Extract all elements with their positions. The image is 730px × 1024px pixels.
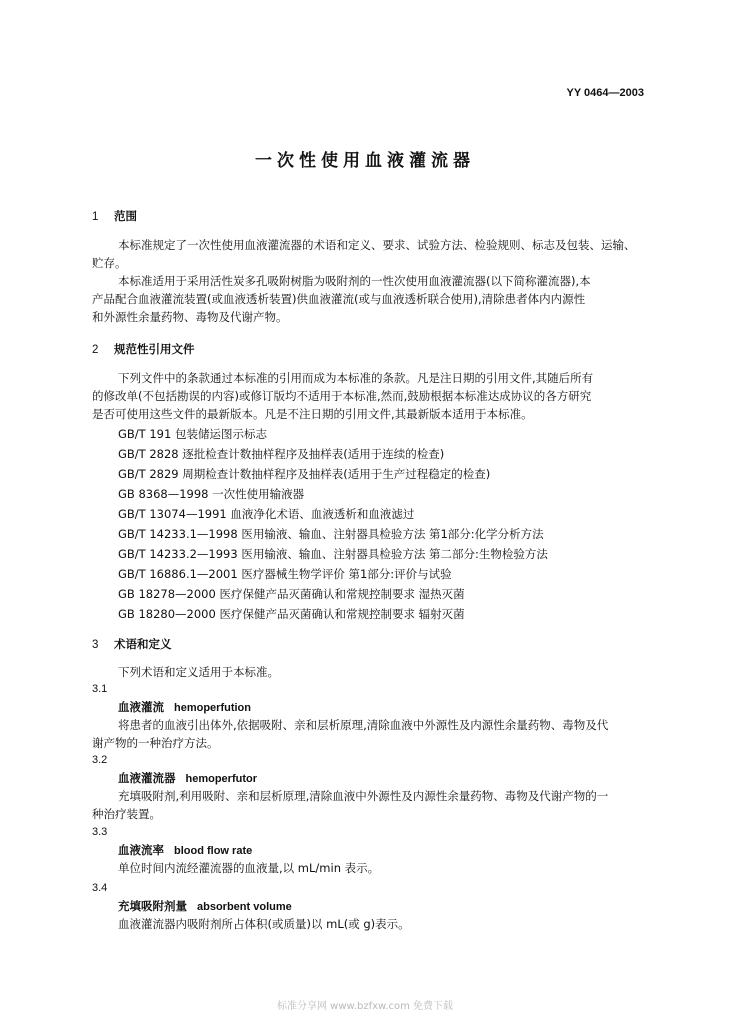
reference-item: GB/T 13074—1991 血液净化术语、血液透析和血液滤过 xyxy=(118,507,415,521)
paragraph-line: 和外源性余量药物、毒物及代谢产物。 xyxy=(92,310,288,324)
paragraph-line: 是否可使用这些文件的最新版本。凡是不注日期的引用文件,其最新版本适用于本标准。 xyxy=(92,407,533,421)
section-heading-scope xyxy=(92,208,137,225)
term-english: absorbent volume xyxy=(197,901,292,913)
definition-line: 谢产物的一种治疗方法。 xyxy=(92,736,219,750)
reference-item: GB 8368—1998 一次性使用输液器 xyxy=(118,487,305,501)
section-title: 范围 xyxy=(114,209,137,223)
reference-item: GB/T 191 包装储运图示标志 xyxy=(118,427,267,441)
reference-item: GB/T 2829 周期检查计数抽样程序及抽样表(适用于生产过程稳定的检查) xyxy=(118,467,491,481)
term-chinese: 血液灌流 xyxy=(118,700,164,714)
term-english: hemoperfution xyxy=(174,702,251,714)
section-number: 3 xyxy=(92,639,99,651)
reference-item: GB 18280—2000 医疗保健产品灭菌确认和常规控制要求 辐射灭菌 xyxy=(118,607,465,621)
term-title xyxy=(118,898,292,915)
section-heading-terms-definitions xyxy=(92,636,172,653)
document-title: 一次性使用血液灌流器 xyxy=(255,151,475,171)
term-english: blood flow rate xyxy=(174,845,253,857)
paragraph-line: 本标准规定了一次性使用血液灌流器的术语和定义、要求、试验方法、检验规则、标志及包装、运输、 xyxy=(118,238,636,252)
footer-watermark: 标准分享网 www.bzfxw.com 免费下载 xyxy=(277,1001,453,1012)
paragraph-line: 的修改单(不包括勘误的内容)或修订版均不适用于本标准,然而,鼓励根据本标准达成协议的各方研究 xyxy=(92,389,592,403)
reference-item: GB/T 16886.1—2001 医疗器械生物学评价 第1部分:评价与试验 xyxy=(118,567,452,581)
paragraph-line: 贮存。 xyxy=(92,256,127,270)
term-title xyxy=(118,699,251,716)
subclause-number: 3.3 xyxy=(92,826,108,838)
paragraph-line: 下列术语和定义适用于本标准。 xyxy=(118,665,279,679)
section-title: 规范性引用文件 xyxy=(114,342,195,356)
document-number: YY 0464—2003 xyxy=(566,87,644,99)
section-title: 术语和定义 xyxy=(114,637,172,651)
paragraph-line: 本标准适用于采用活性炭多孔吸附树脂为吸附剂的一性次使用血液灌流器(以下简称灌流器),本 xyxy=(118,274,591,288)
reference-item: GB/T 14233.2—1993 医用输液、输血、注射器具检验方法 第二部分:生物检验方法 xyxy=(118,547,548,561)
reference-item: GB/T 2828 逐批检查计数抽样程序及抽样表(适用于连续的检查) xyxy=(118,447,445,461)
definition-line: 充填吸附剂,利用吸附、亲和层析原理,清除血液中外源性及内源性余量药物、毒物及代谢产物的一 xyxy=(118,789,609,803)
subclause-number: 3.4 xyxy=(92,882,108,894)
definition-line: 将患者的血液引出体外,依据吸附、亲和层析原理,清除血液中外源性及内源性余量药物、毒物及代 xyxy=(118,718,609,732)
paragraph-line: 产品配合血液灌流装置(或血液透析装置)供血液灌流(或与血液透析联合使用),清除患者体内内源性 xyxy=(92,292,586,306)
definition-line: 单位时间内流经灌流器的血液量,以 mL/min 表示。 xyxy=(118,861,380,875)
subclause-number: 3.2 xyxy=(92,754,108,766)
subclause-number: 3.1 xyxy=(92,683,108,695)
reference-item: GB 18278—2000 医疗保健产品灭菌确认和常规控制要求 湿热灭菌 xyxy=(118,587,465,601)
term-title xyxy=(118,770,257,787)
term-english: hemoperfutor xyxy=(185,773,257,785)
term-chinese: 血液流率 xyxy=(118,843,164,857)
section-heading-normative-references xyxy=(92,341,195,358)
reference-item: GB/T 14233.1—1998 医用输液、输血、注射器具检验方法 第1部分:化学分析方法 xyxy=(118,527,544,541)
section-number: 1 xyxy=(92,211,99,223)
term-chinese: 血液灌流器 xyxy=(118,771,176,785)
paragraph-line: 下列文件中的条款通过本标准的引用而成为本标准的条款。凡是注日期的引用文件,其随后所有 xyxy=(118,371,594,385)
definition-line: 血液灌流器内吸附剂所占体积(或质量)以 mL(或 g)表示。 xyxy=(118,917,410,931)
term-chinese: 充填吸附剂量 xyxy=(118,899,187,913)
section-number: 2 xyxy=(92,344,99,356)
definition-line: 种治疗装置。 xyxy=(92,807,161,821)
term-title xyxy=(118,842,252,859)
